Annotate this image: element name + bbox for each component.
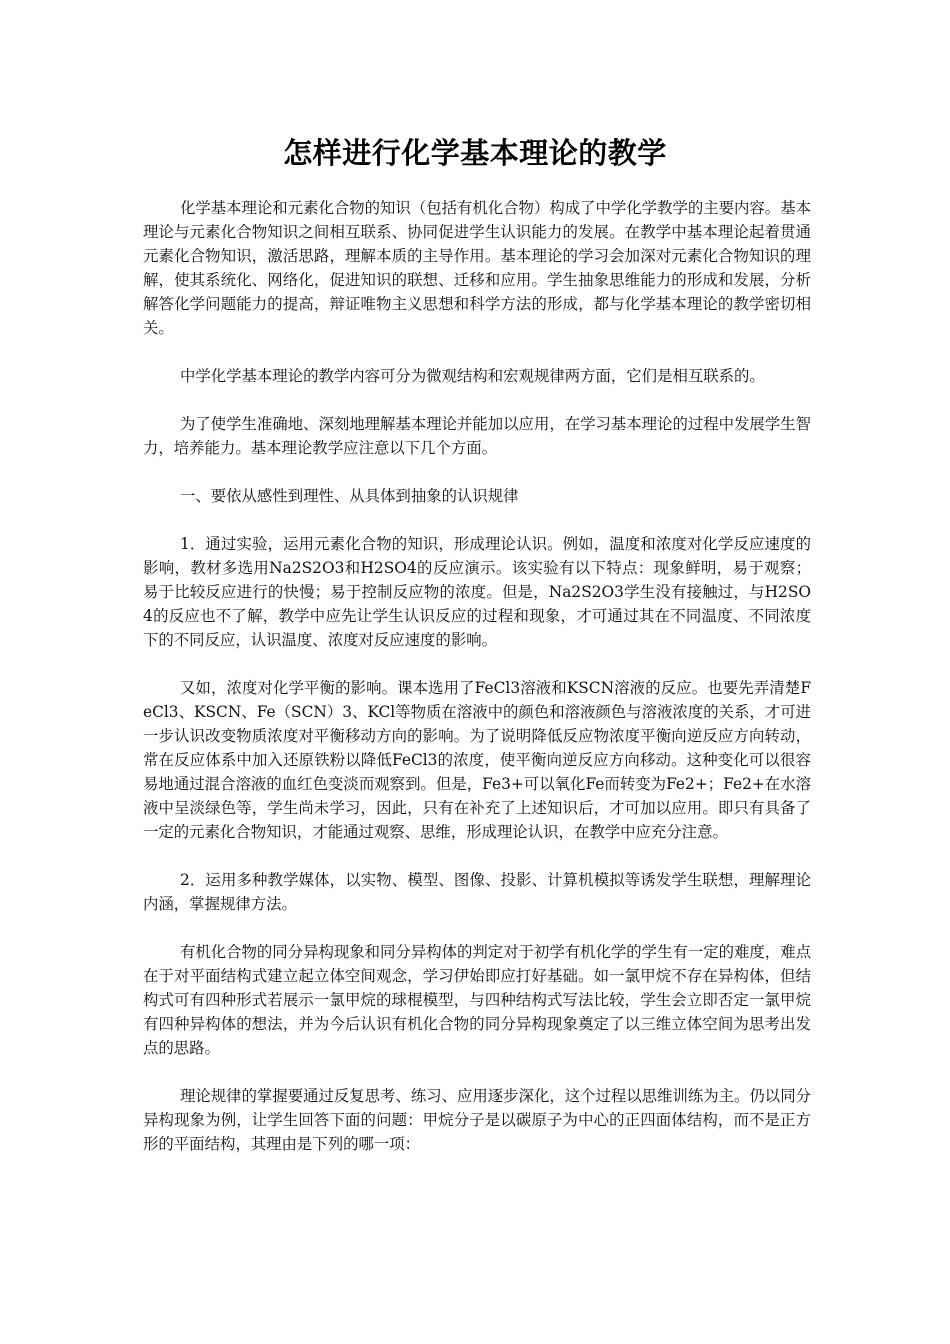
paragraph: 有机化合物的同分异构现象和同分异构体的判定对于初学有机化学的学生有一定的难度，难点在于对平面结构式建立起立体空间观念，学习伊始即应打好基础。如一氯甲烷不存在异构体，但结构式可有四种形式若展示一氯甲烷的球棍模型，与四种结构式写法比较，学生会立即否定一氯甲烷有四种异构体的想法，并为今后认识有机化合物的同分异构现象奠定了以三维立体空间为思考出发点的思路。 [143, 943, 811, 1057]
paragraph: 又如，浓度对化学平衡的影响。课本选用了FeCl3溶液和KSCN溶液的反应。也要先弄清楚FeCl3、KSCN、Fe（SCN）3、KCl等物质在溶液中的颜色和溶液颜色与溶液浓度的关系，才可进一步认识改变物质浓度对平衡移动方向的影响。为了说明降低反应物浓度平衡向逆反应方向转动，常在反应体系中加入还原铁粉以降低FeCl3的浓度，使平衡向逆反应方向移动。这种变化可以很容易地通过混合溶液的血红色变淡而观察到。但是，Fe3+可以氧化Fe而转变为Fe2+；Fe2+在水溶液中呈淡绿色等，学生尚未学习，因此，只有在补充了上述知识后，才可加以应用。即只有具备了一定的元素化合物知识，才能通过观察、思维，形成理论认识，在教学中应充分注意。 [143, 679, 811, 841]
paragraph: 化学基本理论和元素化合物的知识（包括有机化合物）构成了中学化学教学的主要内容。基本理论与元素化合物知识之间相互联系、协同促进学生认识能力的发展。在教学中基本理论起着贯通元素化合物知识，激活思路，理解本质的主导作用。基本理论的学习会加深对元素化合物知识的理解，使其系统化、网络化，促进知识的联想、迁移和应用。学生抽象思维能力的形成和发展，分析解答化学问题能力的提高，辩证唯物主义思想和科学方法的形成，都与化学基本理论的教学密切相关。 [143, 199, 811, 337]
paragraph: 2．运用多种教学媒体，以实物、模型、图像、投影、计算机模拟等诱发学生联想，理解理论内涵，掌握规律方法。 [143, 871, 811, 913]
document-body [143, 196, 811, 1180]
paragraph: 为了使学生准确地、深刻地理解基本理论并能加以应用，在学习基本理论的过程中发展学生智力，培养能力。基本理论教学应注意以下几个方面。 [143, 415, 811, 457]
section-heading: 一、要依从感性到理性、从具体到抽象的认识规律 [179, 487, 519, 505]
document-title: 怎样进行化学基本理论的教学 [283, 136, 667, 170]
paragraph: 1．通过实验，运用元素化合物的知识，形成理论认识。例如，温度和浓度对化学反应速度的影响，教材多选用Na2S2O3和H2SO4的反应演示。该实验有以下特点：现象鲜明，易于观察；易于比较反应进行的快慢；易于控制反应物的浓度。但是，Na2S2O3学生没有接触过，与H2SO4的反应也不了解，教学中应先让学生认识反应的过程和现象，才可通过其在不同温度、不同浓度下的不同反应，认识温度、浓度对反应速度的影响。 [143, 535, 811, 649]
paragraph: 理论规律的掌握要通过反复思考、练习、应用逐步深化，这个过程以思维训练为主。仍以同分异构现象为例，让学生回答下面的问题：甲烷分子是以碳原子为中心的正四面体结构，而不是正方形的平面结构，其理由是下列的哪一项： [143, 1087, 811, 1153]
paragraph: 中学化学基本理论的教学内容可分为微观结构和宏观规律两方面，它们是相互联系的。 [179, 367, 765, 385]
